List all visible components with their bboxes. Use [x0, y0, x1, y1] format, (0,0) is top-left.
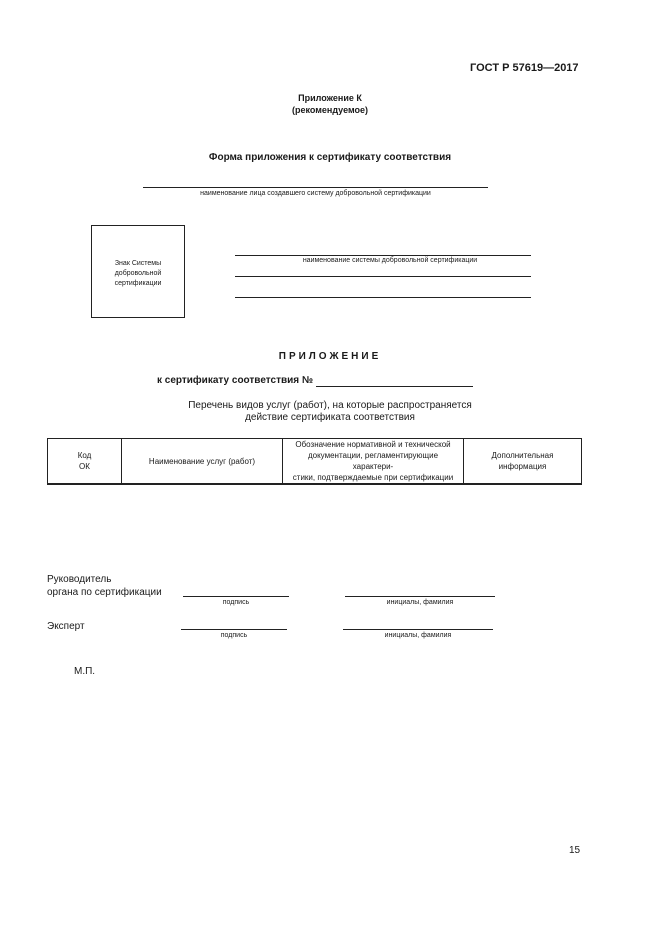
system-name-line — [235, 255, 531, 256]
form-title: Форма приложения к сертификату соответствия — [208, 152, 452, 163]
certification-sign-box — [91, 225, 185, 318]
appendix-title: Приложение К — [298, 93, 362, 103]
sign-box-line3: сертификации — [114, 280, 162, 287]
page-number: 15 — [569, 845, 581, 856]
services-table — [47, 438, 582, 485]
column-header-code: Код ОК — [48, 439, 122, 485]
annex-heading: ПРИЛОЖЕНИЕ — [278, 351, 382, 362]
column-header-normative-docs: Обозначение нормативной и технической документации, регламентирующие характери- стики, подтверждаемые при сертификации — [283, 439, 464, 485]
expert-name-line — [343, 629, 493, 630]
column-header-additional-info: Дополнительная информация — [464, 439, 582, 485]
stamp-place-label: М.П. — [74, 666, 96, 677]
column-header-service-name: Наименование услуг (работ) — [122, 439, 283, 485]
head-label-line1: Руководитель — [47, 574, 112, 585]
system-name-caption: наименование системы добровольной сертификации — [302, 257, 478, 264]
expert-signature-caption: подпись — [220, 632, 248, 639]
table-header-row — [48, 439, 582, 485]
sign-box-line2: добровольной — [114, 270, 162, 277]
standard-number: ГОСТ Р 57619—2017 — [470, 62, 579, 74]
org-name-line — [143, 187, 488, 188]
org-name-caption: наименование лица создавшего систему добровольной сертификации — [200, 190, 431, 197]
expert-name-caption: инициалы, фамилия — [384, 632, 452, 639]
certificate-number-line — [316, 386, 473, 387]
services-list-title-line1: Перечень видов услуг (работ), на которые распространяется — [188, 400, 472, 411]
head-name-line — [345, 596, 495, 597]
services-list-title-line2: действие сертификата соответствия — [245, 412, 415, 423]
head-signature-caption: подпись — [222, 599, 250, 606]
sign-box-line1: Знак Системы — [114, 260, 162, 267]
head-label-line2: органа по сертификации — [47, 587, 162, 598]
certificate-number-label: к сертификату соответствия № — [157, 375, 314, 386]
appendix-subtitle: (рекомендуемое) — [292, 105, 368, 115]
expert-label: Эксперт — [47, 621, 85, 632]
system-name-line-2 — [235, 276, 531, 277]
head-signature-line — [183, 596, 289, 597]
head-name-caption: инициалы, фамилия — [386, 599, 454, 606]
expert-signature-line — [181, 629, 287, 630]
system-name-line-3 — [235, 297, 531, 298]
